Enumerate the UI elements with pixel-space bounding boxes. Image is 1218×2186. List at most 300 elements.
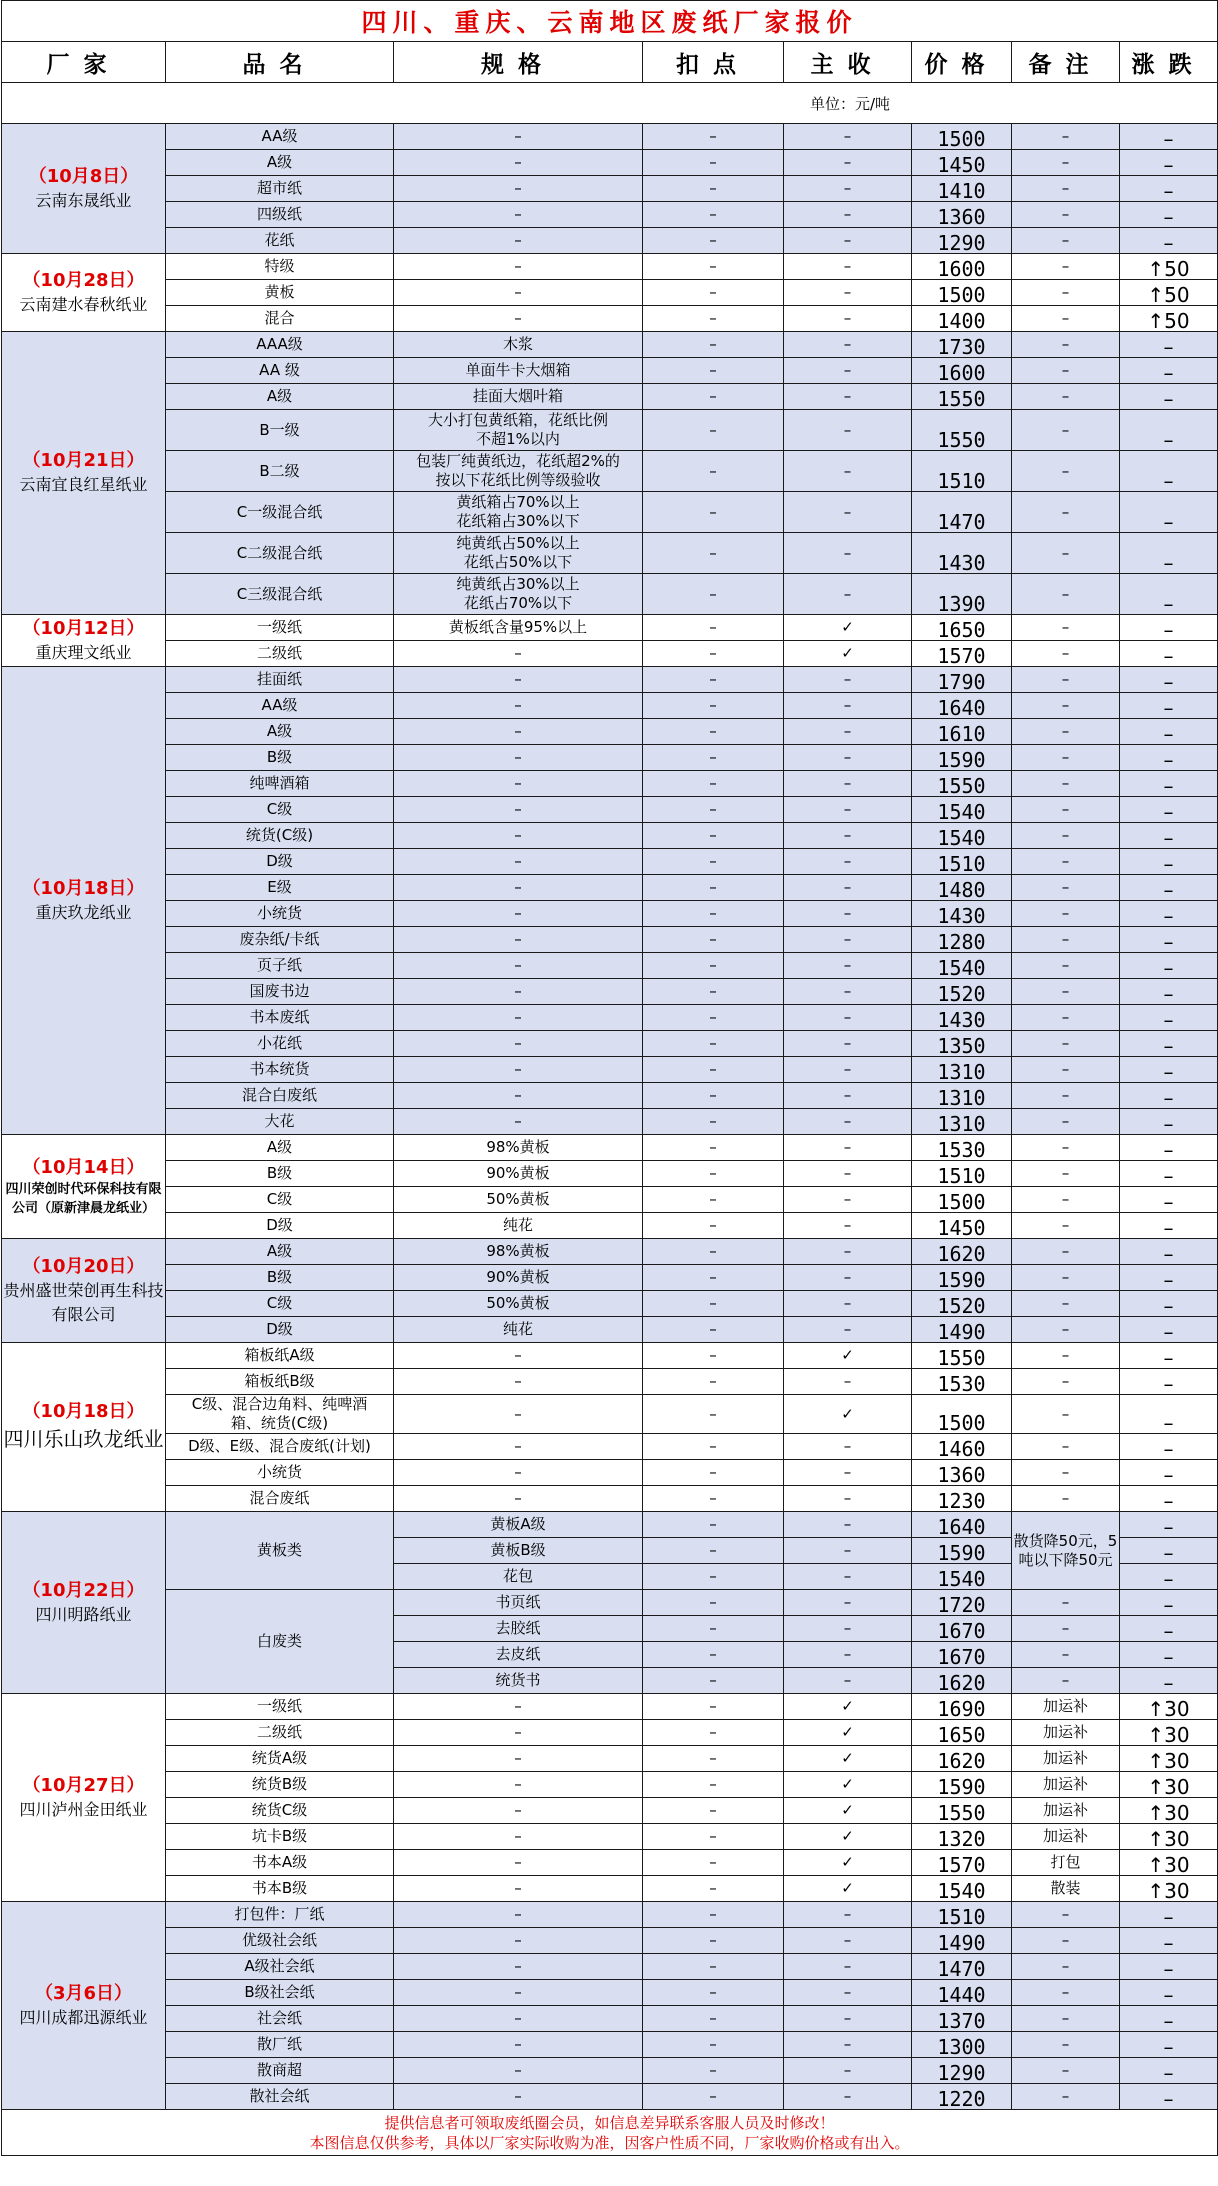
note-cell: – — [1012, 1928, 1120, 1954]
main-cell: – — [784, 1460, 912, 1486]
footer-line-2: 本图信息仅供参考，具体以厂家实际收购为准，因客户性质不同，厂家收购价格或有出入。 — [309, 2133, 910, 2152]
category-cell: 黄板类 — [166, 1512, 394, 1590]
price-cell: 1400 — [912, 306, 1012, 332]
change-cell: – — [1120, 1369, 1218, 1395]
deduct-cell: – — [643, 1824, 784, 1850]
main-cell: – — [784, 1616, 912, 1642]
note-cell: 加运补 — [1012, 1694, 1120, 1720]
product-cell: A级 — [166, 1135, 394, 1161]
change-cell: – — [1120, 2058, 1218, 2084]
main-cell: – — [784, 1213, 912, 1239]
change-cell: ↑30 — [1120, 1720, 1218, 1746]
product-cell: C级 — [166, 1291, 394, 1317]
table-row — [2, 150, 1218, 176]
mill-name: 云南宜良红星纸业 — [19, 475, 148, 494]
product-cell: 特级 — [166, 254, 394, 280]
price-cell: 1440 — [912, 1980, 1012, 2006]
main-cell: – — [784, 254, 912, 280]
spec-cell: – — [394, 667, 643, 693]
deduct-cell: – — [643, 823, 784, 849]
note-cell: – — [1012, 1395, 1120, 1434]
main-cell: – — [784, 1057, 912, 1083]
price-cell: 1510 — [912, 1902, 1012, 1928]
price-sheet — [1, 0, 1217, 2156]
price-cell: 1520 — [912, 1291, 1012, 1317]
table-row — [2, 693, 1218, 719]
spec-cell: 90%黄板 — [394, 1161, 643, 1187]
deduct-cell: – — [643, 1512, 784, 1538]
deduct-cell: – — [643, 1395, 784, 1434]
change-cell: – — [1120, 2006, 1218, 2032]
product-cell: C一级混合纸 — [166, 492, 394, 533]
note-cell: – — [1012, 1590, 1120, 1616]
note-cell: – — [1012, 1486, 1120, 1512]
deduct-cell: – — [643, 280, 784, 306]
mill-cell — [2, 1239, 166, 1343]
note-cell: – — [1012, 1239, 1120, 1265]
deduct-cell: – — [643, 150, 784, 176]
change-cell: – — [1120, 451, 1218, 492]
table-row — [2, 1590, 1218, 1616]
change-cell: – — [1120, 641, 1218, 667]
note-cell: – — [1012, 771, 1120, 797]
spec-cell: – — [394, 1694, 643, 1720]
table-row — [2, 1395, 1218, 1434]
price-cell: 1510 — [912, 1161, 1012, 1187]
header-note: 备注 — [1012, 42, 1120, 83]
spec-cell: – — [394, 641, 643, 667]
price-cell: 1450 — [912, 1213, 1012, 1239]
deduct-cell: – — [643, 410, 784, 451]
note-cell: – — [1012, 124, 1120, 150]
spec-cell: 挂面大烟叶箱 — [394, 384, 643, 410]
deduct-cell: – — [643, 1538, 784, 1564]
deduct-cell: – — [643, 1694, 784, 1720]
mill-cell — [2, 1902, 166, 2110]
change-cell: – — [1120, 667, 1218, 693]
spec-cell: – — [394, 1031, 643, 1057]
table-row — [2, 667, 1218, 693]
note-cell: – — [1012, 254, 1120, 280]
spec-cell: 统货书 — [394, 1668, 643, 1694]
product-cell: B级 — [166, 1265, 394, 1291]
deduct-cell: – — [643, 1876, 784, 1902]
note-cell: – — [1012, 1343, 1120, 1369]
price-cell: 1540 — [912, 1564, 1012, 1590]
spec-cell: – — [394, 901, 643, 927]
main-cell: – — [784, 1161, 912, 1187]
price-cell: 1490 — [912, 1928, 1012, 1954]
mill-name: 四川乐山玖龙纸业 — [3, 1427, 164, 1451]
note-cell: – — [1012, 533, 1120, 574]
note-cell: – — [1012, 1668, 1120, 1694]
header-product: 品名 — [166, 42, 394, 83]
change-cell: – — [1120, 875, 1218, 901]
table-row — [2, 1460, 1218, 1486]
spec-cell: 纯花 — [394, 1317, 643, 1343]
main-cell: ✓ — [784, 1395, 912, 1434]
deduct-cell: – — [643, 771, 784, 797]
change-cell: – — [1120, 1343, 1218, 1369]
note-cell: – — [1012, 358, 1120, 384]
main-cell: – — [784, 228, 912, 254]
main-cell: – — [784, 771, 912, 797]
table-row — [2, 176, 1218, 202]
change-cell: – — [1120, 1239, 1218, 1265]
change-cell: – — [1120, 1317, 1218, 1343]
change-cell: – — [1120, 384, 1218, 410]
product-cell: 统货A级 — [166, 1746, 394, 1772]
spec-cell: – — [394, 280, 643, 306]
note-cell: – — [1012, 1369, 1120, 1395]
main-cell: – — [784, 2084, 912, 2110]
spec-cell: – — [394, 1772, 643, 1798]
price-cell: 1510 — [912, 451, 1012, 492]
product-cell: A级 — [166, 719, 394, 745]
table-row — [2, 1850, 1218, 1876]
spec-cell: – — [394, 254, 643, 280]
price-cell: 1520 — [912, 979, 1012, 1005]
deduct-cell: – — [643, 1291, 784, 1317]
product-cell: 混合废纸 — [166, 1486, 394, 1512]
price-cell: 1500 — [912, 1187, 1012, 1213]
change-cell: ↑30 — [1120, 1850, 1218, 1876]
main-cell: – — [784, 1083, 912, 1109]
table-row — [2, 1772, 1218, 1798]
change-cell: – — [1120, 2032, 1218, 2058]
spec-cell: – — [394, 823, 643, 849]
main-cell: ✓ — [784, 1850, 912, 1876]
deduct-cell: – — [643, 1434, 784, 1460]
mill-name: 四川荣创时代环保科技有限公司（原新津晨龙纸业） — [5, 1181, 162, 1216]
mill-date: （10月21日） — [22, 450, 145, 471]
spec-cell: – — [394, 1395, 643, 1434]
main-cell: – — [784, 410, 912, 451]
note-cell: 加运补 — [1012, 1720, 1120, 1746]
main-cell: – — [784, 533, 912, 574]
price-cell: 1480 — [912, 875, 1012, 901]
table-row — [2, 615, 1218, 641]
main-cell: – — [784, 1369, 912, 1395]
product-cell: 书本废纸 — [166, 1005, 394, 1031]
deduct-cell: – — [643, 124, 784, 150]
price-cell: 1550 — [912, 410, 1012, 451]
deduct-cell: – — [643, 1213, 784, 1239]
change-cell: – — [1120, 124, 1218, 150]
note-cell: 加运补 — [1012, 1824, 1120, 1850]
product-cell: AAA级 — [166, 332, 394, 358]
header-mill: 厂家 — [2, 42, 166, 83]
price-cell: 1720 — [912, 1590, 1012, 1616]
change-cell: ↑30 — [1120, 1876, 1218, 1902]
deduct-cell: – — [643, 719, 784, 745]
price-cell: 1450 — [912, 150, 1012, 176]
note-cell: 加运补 — [1012, 1746, 1120, 1772]
main-cell: – — [784, 797, 912, 823]
note-cell: – — [1012, 1642, 1120, 1668]
spec-cell: – — [394, 1083, 643, 1109]
spec-cell: – — [394, 771, 643, 797]
main-cell: – — [784, 124, 912, 150]
main-cell: – — [784, 1109, 912, 1135]
mill-date: （10月28日） — [22, 269, 145, 291]
deduct-cell: – — [643, 1954, 784, 1980]
deduct-cell: – — [643, 693, 784, 719]
table-row — [2, 533, 1218, 574]
change-cell: – — [1120, 2084, 1218, 2110]
table-row — [2, 953, 1218, 979]
price-cell: 1540 — [912, 953, 1012, 979]
product-cell: 四级纸 — [166, 202, 394, 228]
note-cell: – — [1012, 384, 1120, 410]
mill-cell — [2, 667, 166, 1135]
table-row — [2, 849, 1218, 875]
change-cell: ↑30 — [1120, 1694, 1218, 1720]
spec-cell: – — [394, 2006, 643, 2032]
note-cell: – — [1012, 280, 1120, 306]
mill-name: 四川泸州金田纸业 — [19, 1799, 148, 1819]
deduct-cell: – — [643, 574, 784, 615]
price-cell: 1310 — [912, 1083, 1012, 1109]
table-row — [2, 228, 1218, 254]
header-row — [2, 42, 1218, 83]
change-cell: – — [1120, 1161, 1218, 1187]
main-cell: ✓ — [784, 1798, 912, 1824]
deduct-cell: – — [643, 1616, 784, 1642]
table-row — [2, 1720, 1218, 1746]
product-cell: D级 — [166, 1317, 394, 1343]
price-cell: 1470 — [912, 1954, 1012, 1980]
product-cell: 混合 — [166, 306, 394, 332]
change-cell: – — [1120, 1135, 1218, 1161]
spec-cell: – — [394, 979, 643, 1005]
main-cell: ✓ — [784, 1746, 912, 1772]
spec-cell: 黄板B级 — [394, 1538, 643, 1564]
spec-cell: – — [394, 953, 643, 979]
note-cell: – — [1012, 2032, 1120, 2058]
product-cell: 一级纸 — [166, 1694, 394, 1720]
price-cell: 1650 — [912, 615, 1012, 641]
product-cell: C级、混合边角料、纯啤酒 箱、统货(C级) — [166, 1395, 394, 1434]
spec-cell: – — [394, 1902, 643, 1928]
change-cell: – — [1120, 1434, 1218, 1460]
change-cell: – — [1120, 1590, 1218, 1616]
product-cell: B一级 — [166, 410, 394, 451]
price-cell: 1360 — [912, 1460, 1012, 1486]
note-cell: – — [1012, 745, 1120, 771]
mill-cell — [2, 615, 166, 667]
deduct-cell: – — [643, 533, 784, 574]
spec-cell: – — [394, 1486, 643, 1512]
product-cell: 废杂纸/卡纸 — [166, 927, 394, 953]
spec-cell: – — [394, 1824, 643, 1850]
mill-cell — [2, 124, 166, 254]
main-cell: – — [784, 1434, 912, 1460]
main-cell: ✓ — [784, 1824, 912, 1850]
product-cell: D级、E级、混合废纸(计划) — [166, 1434, 394, 1460]
table-row — [2, 384, 1218, 410]
price-cell: 1590 — [912, 745, 1012, 771]
price-cell: 1500 — [912, 124, 1012, 150]
change-cell: – — [1120, 1902, 1218, 1928]
spec-cell: – — [394, 150, 643, 176]
note-cell: – — [1012, 1057, 1120, 1083]
mill-cell — [2, 1512, 166, 1694]
table-row — [2, 1980, 1218, 2006]
change-cell: – — [1120, 1928, 1218, 1954]
product-cell: 大花 — [166, 1109, 394, 1135]
change-cell: – — [1120, 901, 1218, 927]
main-cell: – — [784, 927, 912, 953]
change-cell: – — [1120, 1083, 1218, 1109]
note-cell: – — [1012, 228, 1120, 254]
price-cell: 1410 — [912, 176, 1012, 202]
table-row — [2, 1343, 1218, 1369]
change-cell: ↑50 — [1120, 306, 1218, 332]
spec-cell: 纯花 — [394, 1213, 643, 1239]
note-cell: – — [1012, 2058, 1120, 2084]
spec-cell: – — [394, 1876, 643, 1902]
deduct-cell: – — [643, 2084, 784, 2110]
main-cell: – — [784, 1668, 912, 1694]
deduct-cell: – — [643, 1109, 784, 1135]
note-cell: – — [1012, 1902, 1120, 1928]
spec-cell: – — [394, 1057, 643, 1083]
note-cell: – — [1012, 306, 1120, 332]
main-cell: ✓ — [784, 1772, 912, 1798]
change-cell: ↑50 — [1120, 254, 1218, 280]
spec-cell: 黄板纸含量95%以上 — [394, 615, 643, 641]
product-cell: 书本A级 — [166, 1850, 394, 1876]
change-cell: – — [1120, 693, 1218, 719]
deduct-cell: – — [643, 451, 784, 492]
mill-name: 重庆玖龙纸业 — [35, 902, 132, 922]
note-cell: – — [1012, 202, 1120, 228]
table-row — [2, 451, 1218, 492]
product-cell: 超市纸 — [166, 176, 394, 202]
change-cell: – — [1120, 228, 1218, 254]
note-cell: – — [1012, 176, 1120, 202]
note-cell: – — [1012, 953, 1120, 979]
main-cell: – — [784, 451, 912, 492]
note-cell: – — [1012, 1161, 1120, 1187]
deduct-cell: – — [643, 901, 784, 927]
table-row — [2, 1291, 1218, 1317]
spec-cell: – — [394, 176, 643, 202]
footer-line-1: 提供信息者可领取废纸圈会员，如信息差异联系客服人员及时修改！ — [384, 2113, 835, 2132]
price-cell: 1670 — [912, 1642, 1012, 1668]
price-cell: 1350 — [912, 1031, 1012, 1057]
main-cell: – — [784, 332, 912, 358]
deduct-cell: – — [643, 2032, 784, 2058]
change-cell: ↑30 — [1120, 1798, 1218, 1824]
deduct-cell: – — [643, 254, 784, 280]
change-cell: – — [1120, 1291, 1218, 1317]
spec-cell: 98%黄板 — [394, 1239, 643, 1265]
change-cell: ↑30 — [1120, 1824, 1218, 1850]
deduct-cell: – — [643, 979, 784, 1005]
change-cell: – — [1120, 745, 1218, 771]
mill-date: （3月6日） — [34, 1982, 133, 2004]
table-row — [2, 641, 1218, 667]
table-row — [2, 2006, 1218, 2032]
spec-cell: – — [394, 1005, 643, 1031]
main-cell: ✓ — [784, 1720, 912, 1746]
main-cell: – — [784, 1031, 912, 1057]
deduct-cell: – — [643, 1031, 784, 1057]
note-cell: – — [1012, 1109, 1120, 1135]
main-cell: – — [784, 901, 912, 927]
mill-name: 贵州盛世荣创再生科技有限公司 — [3, 1280, 164, 1324]
main-cell: ✓ — [784, 1876, 912, 1902]
main-cell: – — [784, 979, 912, 1005]
deduct-cell: – — [643, 875, 784, 901]
table-row — [2, 901, 1218, 927]
header-deduct: 扣点 — [643, 42, 784, 83]
deduct-cell: – — [643, 1668, 784, 1694]
table-row — [2, 797, 1218, 823]
product-cell: 黄板 — [166, 280, 394, 306]
change-cell: – — [1120, 849, 1218, 875]
note-cell: – — [1012, 667, 1120, 693]
price-cell: 1640 — [912, 693, 1012, 719]
product-cell: AA 级 — [166, 358, 394, 384]
product-cell: A级 — [166, 384, 394, 410]
product-cell: C三级混合纸 — [166, 574, 394, 615]
table-row — [2, 771, 1218, 797]
table-row — [2, 280, 1218, 306]
change-cell: – — [1120, 332, 1218, 358]
change-cell: – — [1120, 150, 1218, 176]
price-cell: 1530 — [912, 1135, 1012, 1161]
price-cell: 1570 — [912, 1850, 1012, 1876]
change-cell: – — [1120, 1616, 1218, 1642]
table-row — [2, 1135, 1218, 1161]
note-cell: – — [1012, 641, 1120, 667]
product-cell: 散商超 — [166, 2058, 394, 2084]
note-cell: – — [1012, 332, 1120, 358]
price-cell: 1670 — [912, 1616, 1012, 1642]
product-cell: A级 — [166, 150, 394, 176]
price-cell: 1620 — [912, 1239, 1012, 1265]
spec-cell: 去皮纸 — [394, 1642, 643, 1668]
deduct-cell: – — [643, 306, 784, 332]
main-cell: ✓ — [784, 615, 912, 641]
change-cell: – — [1120, 979, 1218, 1005]
spec-cell: – — [394, 745, 643, 771]
product-cell: AA级 — [166, 693, 394, 719]
product-cell: 社会纸 — [166, 2006, 394, 2032]
price-cell: 1530 — [912, 1369, 1012, 1395]
main-cell: – — [784, 849, 912, 875]
table-row — [2, 306, 1218, 332]
note-cell: – — [1012, 797, 1120, 823]
spec-cell: 书页纸 — [394, 1590, 643, 1616]
mill-date: （10月8日） — [28, 165, 139, 187]
price-cell: 1310 — [912, 1109, 1012, 1135]
change-cell: – — [1120, 202, 1218, 228]
spec-cell: – — [394, 124, 643, 150]
price-cell: 1650 — [912, 1720, 1012, 1746]
spec-cell: – — [394, 1798, 643, 1824]
main-cell: – — [784, 693, 912, 719]
price-cell: 1540 — [912, 823, 1012, 849]
price-cell: 1360 — [912, 202, 1012, 228]
change-cell: – — [1120, 1486, 1218, 1512]
change-cell: – — [1120, 358, 1218, 384]
deduct-cell: – — [643, 1564, 784, 1590]
note-cell: 散装 — [1012, 1876, 1120, 1902]
